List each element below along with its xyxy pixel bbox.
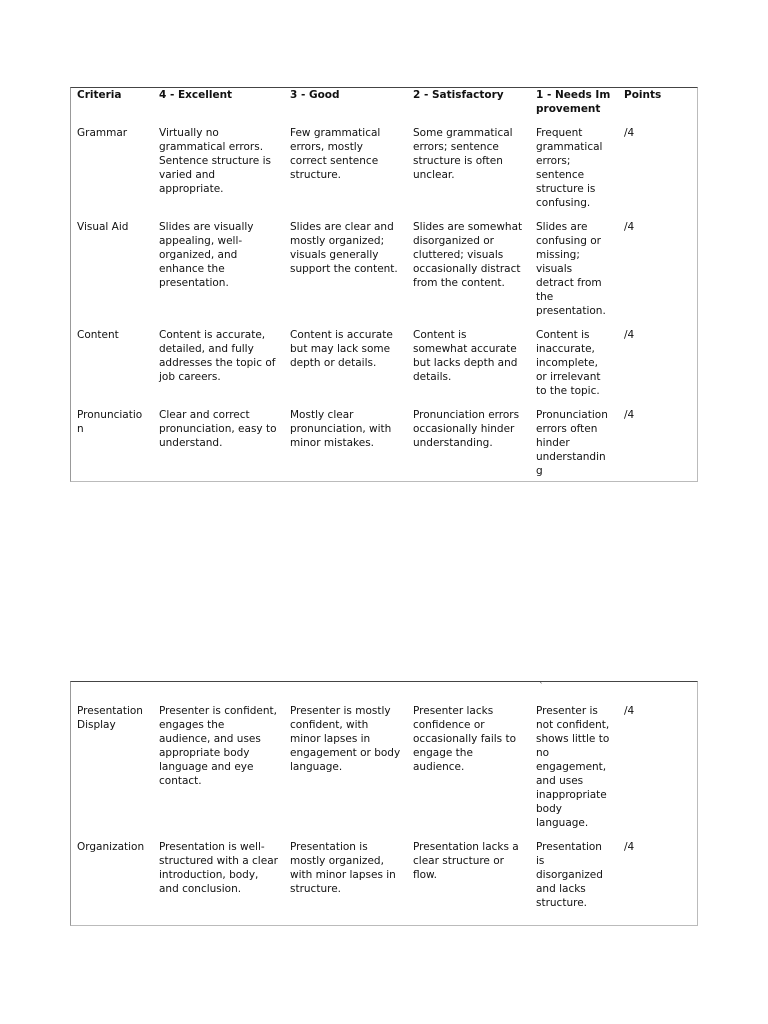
excellent-cell: Virtually no grammatical errors. Sentence structure is varied and appropriate. [159,127,271,195]
satisfactory-cell: Some grammatical errors; sentence structure is often unclear. [413,127,513,181]
rubric-table-continued [71,682,698,910]
header-satisfactory: 2 - Satisfactory [413,89,504,101]
needs-improvement-cell: Slides are confusing or missing; visuals detract from the presentation. [536,221,606,317]
rubric-table-page-2 [70,681,698,926]
table-row [71,682,698,830]
table-row [71,318,698,398]
good-cell: Presenter is mostly confident, with minor lapses in engagement or body language. [290,705,401,773]
header-points: Points [624,89,662,101]
excellent-cell: Content is accurate, detailed, and fully addresses the topic of job careers. [159,329,276,383]
rubric-table-page-1 [70,87,698,482]
header-row [71,88,698,116]
criteria-cell: Organization [77,841,145,853]
table-row [71,116,698,210]
criteria-cell: Grammar [77,127,128,139]
header-needs-improvement: 1 - Needs Improvement [536,89,611,115]
header-good: 3 - Good [290,89,340,101]
criteria-cell: Visual Aid [77,221,129,233]
needs-improvement-cell: Presenter is not confident, shows little to no engagement, and uses inappropriate body language. [536,705,610,829]
excellent-cell: Presenter is confident, engages the audience, and uses appropriate body language and eye contact. [159,705,277,787]
needs-improvement-cell: Pronunciation errors often hinder understanding [536,409,608,477]
points-cell: /4 [624,409,635,421]
needs-improvement-cell: Frequent grammatical errors; sentence structure is confusing. [536,127,603,209]
rubric-table [71,88,698,478]
good-cell: Presentation is mostly organized, with minor lapses in structure. [290,841,396,895]
criteria-cell: Presentation Display [77,705,143,731]
needs-improvement-cell: Presentation is disorganized and lacks structure. [536,841,603,909]
points-cell: /4 [624,705,635,717]
points-cell: /4 [624,221,635,233]
satisfactory-cell: Content is somewhat accurate but lacks depth and details. [413,329,518,383]
points-cell: /4 [624,329,635,341]
satisfactory-cell: Presenter lacks confidence or occasionally fails to engage the audience. [413,705,517,773]
points-cell: /4 [624,127,635,139]
needs-improvement-cell: Content is inaccurate, incomplete, or irrelevant to the topic. [536,329,601,397]
table-row [71,210,698,318]
header-excellent: 4 - Excellent [159,89,233,101]
excellent-cell: Presentation is well-structured with a clear introduction, body, and conclusion. [159,841,278,895]
excellent-cell: Slides are visually appealing, well-organized, and enhance the presentation. [159,221,254,289]
satisfactory-cell: Slides are somewhat disorganized or cluttered; visuals occasionally distract from the content. [413,221,523,289]
criteria-cell: Pronunciation [77,409,143,435]
good-cell: Content is accurate but may lack some depth or details. [290,329,393,369]
good-cell: Slides are clear and mostly organized; visuals generally support the content. [290,221,398,275]
satisfactory-cell: Pronunciation errors occasionally hinder understanding. [413,409,520,449]
satisfactory-cell: Presentation lacks a clear structure or flow. [413,841,519,881]
criteria-cell: Content [77,329,119,341]
stray-mark: ` [539,682,544,692]
header-criteria: Criteria [77,89,122,101]
excellent-cell: Clear and correct pronunciation, easy to understand. [159,409,277,449]
good-cell: Few grammatical errors, mostly correct sentence structure. [290,127,381,181]
table-row [71,830,698,910]
good-cell: Mostly clear pronunciation, with minor mistakes. [290,409,392,449]
points-cell: /4 [624,841,635,853]
table-row [71,398,698,478]
